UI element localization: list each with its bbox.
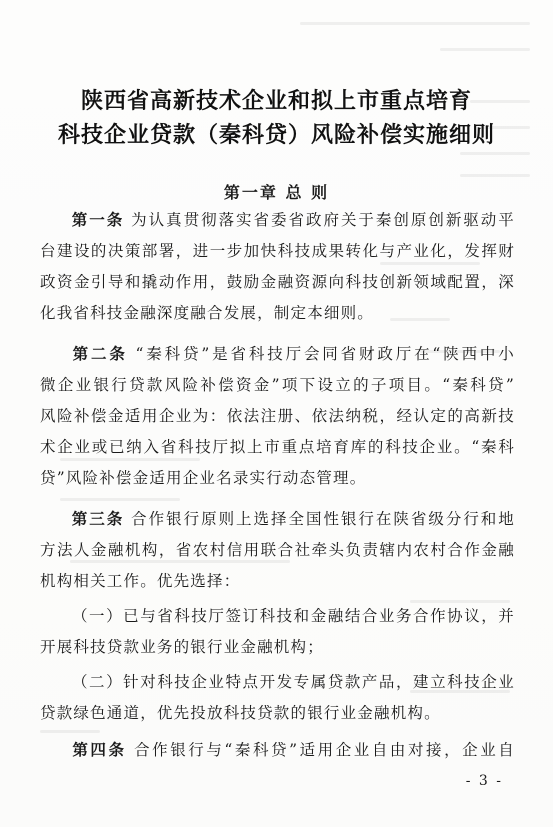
article-2-line-4: 术企业或已纳入省科技厅拟上市重点培育库的科技企业。“秦科	[40, 438, 515, 456]
chapter-heading: 第一章 总 则	[223, 183, 330, 202]
document-title-line-2: 科技企业贷款（秦科贷）风险补偿实施细则	[57, 123, 495, 148]
article-3-item-2-line-2: 贷款绿色通道，优先投放科技贷款的银行业金融机构。	[40, 704, 441, 722]
article-1-heading: 第一条	[71, 211, 125, 229]
article-1-line-2: 台建设的决策部署，进一步加快科技成果转化与产业化，发挥财	[40, 242, 515, 260]
article-1-line-4: 化我省科技金融深度融合发展，制定本细则。	[40, 304, 375, 322]
article-3-item-1-line-2: 开展科技贷款业务的银行业金融机构；	[40, 638, 324, 656]
article-2-line-3: 风险补偿金适用企业为：依法注册、依法纳税，经认定的高新技	[40, 407, 515, 425]
article-2-line-1: 第二条 “秦科贷”是省科技厅会同省财政厅在“陕西中小	[71, 345, 515, 363]
article-3-line-1: 第三条 合作银行原则上选择全国性银行在陕省级分行和地	[71, 510, 515, 528]
page-number: - 3 -	[465, 773, 503, 789]
article-3-item-1-line-1: （一）已与省科技厅签订科技和金融结合业务合作协议，并	[72, 607, 515, 625]
article-2-line-5: 贷”风险补偿金适用企业名录实行动态管理。	[40, 469, 367, 487]
article-4-heading: 第四条	[71, 741, 127, 759]
article-4-line-1: 第四条 合作银行与“秦科贷”适用企业自由对接，企业自	[71, 741, 515, 759]
article-3-item-2-line-1: （二）针对科技企业特点开发专属贷款产品，建立科技企业	[72, 673, 515, 691]
article-2-heading: 第二条	[71, 345, 128, 363]
article-1-line-1: 第一条 为认真贯彻落实省委省政府关于秦创原创新驱动平	[71, 211, 515, 229]
document-title-line-1: 陕西省高新技术企业和拟上市重点培育	[80, 89, 472, 114]
article-1-line-3: 政资金引导和撬动作用，鼓励金融资源向科技创新领域配置，深	[40, 273, 515, 291]
article-3-line-3: 机构相关工作。优先选择：	[40, 572, 241, 590]
article-3-heading: 第三条	[71, 510, 125, 528]
article-2-line-2: 微企业银行贷款风险补偿资金”项下设立的子项目。“秦科贷”	[40, 376, 515, 394]
article-3-line-2: 方法人金融机构，省农村信用联合社牵头负责辖内农村合作金融	[40, 541, 515, 559]
